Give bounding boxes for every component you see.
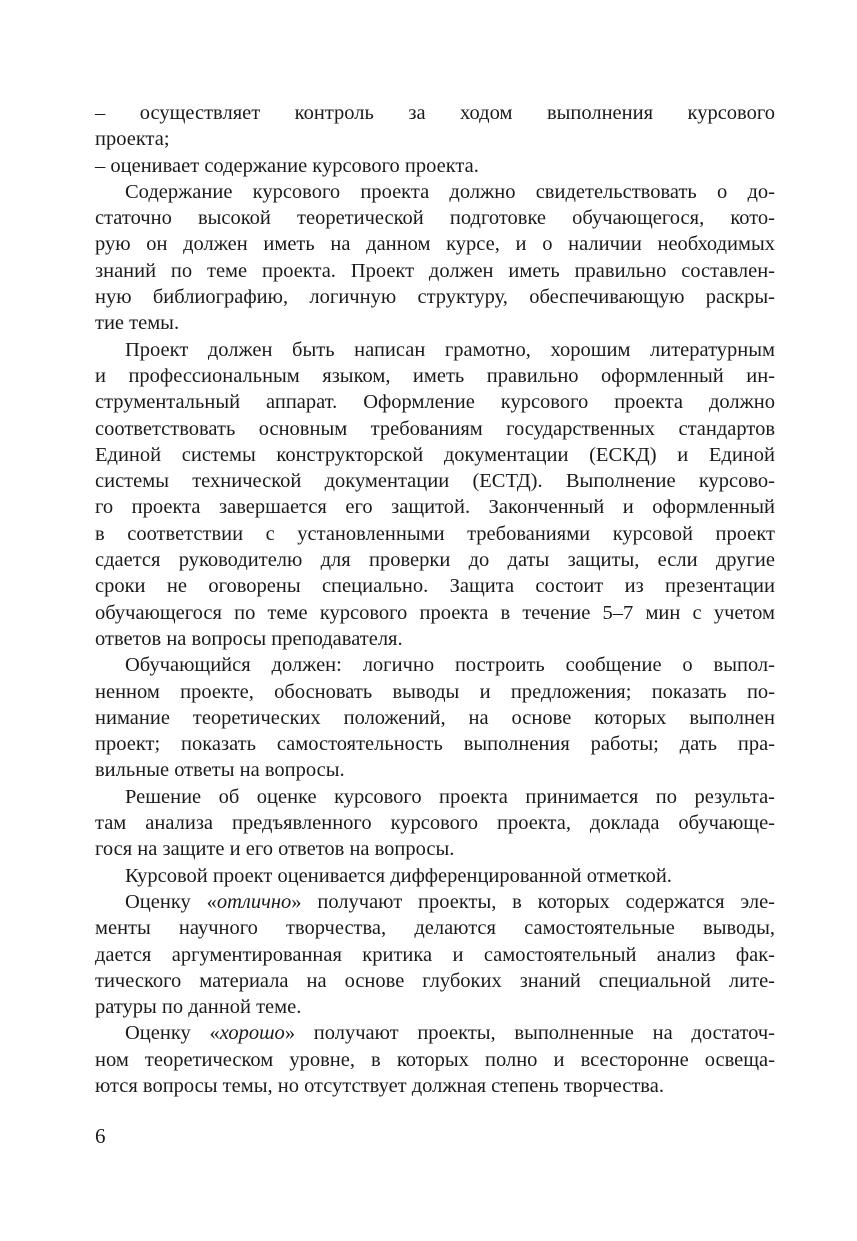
text-line: соответствовать основным требованиям государственных стандартов [95,417,775,440]
paragraph [95,784,775,863]
text-line: обучающегося по теме курсового проекта в течение 5–7 мин с учетом [95,601,775,624]
text-line: системы технической документации (ЕСТД). Выполнение курсово- [95,470,775,493]
text-line: знаний по теме проекта. Проект должен иметь правильно составлен- [95,259,775,282]
text-line: Оценку «хорошо» получают проекты, выполненные на достаточ- [125,1022,775,1045]
text-line: Проект должен быть написан грамотно, хорошим литературным [125,338,775,361]
text-line: – осуществляет контроль за ходом выполнения курсового [95,102,775,124]
text-line: статочно высокой теоретической подготовке обучающегося, кото- [95,207,775,230]
text-line: Единой системы конструкторской документации (ЕСКД) и Единой [95,443,775,466]
text-line: ются вопросы темы, но отсутствует должная степень творчества. [95,1074,664,1097]
text-line: гося на защите и его ответов на вопросы. [95,838,455,861]
text-line: струментальный аппарат. Оформление курсового проекта должно [95,391,775,414]
text-line: менты научного творчества, делаются самостоятельные выводы, [95,917,775,940]
text-line: вильные ответы на вопросы. [95,759,345,782]
text-line: сроки не оговорены специально. Защита состоит из презентации [95,575,775,598]
text-line: ратуры по данной теме. [95,996,302,1019]
text-line: дается аргументированная критика и самостоятельный анализ фак- [95,943,775,966]
text-line: Решение об оценке курсового проекта принимается по результа- [125,785,775,808]
paragraph [95,337,775,653]
text-line: го проекта завершается его защитой. Законченный и оформленный [95,496,775,519]
text-line: – оценивает содержание курсового проекта. [95,154,479,177]
text-line: в соответствии с установленными требованиями курсовой проект [95,522,775,545]
text-line: тие темы. [95,312,180,335]
text-line: и профессиональным языком, иметь правильно оформленный ин- [95,364,775,387]
paragraph [95,179,775,337]
text-line: рую он должен иметь на данном курсе, и о наличии необходимых [95,233,775,256]
text-line: Оценку «отлично» получают проекты, в которых содержатся эле- [125,890,775,913]
text-line: Курсовой проект оценивается дифференцированной отметкой. [125,864,672,887]
text-line: Обучающийся должен: логично построить сообщение о выпол- [125,654,775,677]
page-number: 6 [95,1124,106,1148]
text-line: нимание теоретических положений, на основе которых выполнен [95,706,775,729]
text-line: Содержание курсового проекта должно свидетельствовать о до- [125,180,775,203]
paragraph [95,889,775,1020]
text-line: ную библиографию, логичную структуру, обеспечивающую раскры- [95,286,775,309]
paragraph [95,100,775,153]
text-line: ответов на вопросы преподавателя. [95,627,403,650]
text-line: проекта; [95,128,170,151]
text-line: там анализа предъявленного курсового проекта, доклада обучающе- [95,812,775,835]
emphasized-grade: хорошо [219,1022,285,1045]
paragraph [95,652,775,783]
paragraph [95,153,775,179]
emphasized-grade: отлично [216,890,292,913]
text-line: проект; показать самостоятельность выполнения работы; дать пра- [95,733,775,756]
page-body [95,100,775,1099]
text-line: тического материала на основе глубоких знаний специальной лите- [95,969,775,992]
paragraph [95,863,775,889]
paragraph [95,1020,775,1099]
text-line: ном теоретическом уровне, в которых полно и всесторонне освеща- [95,1048,775,1071]
text-line: сдается руководителю для проверки до даты защиты, если другие [95,549,775,572]
text-line: ненном проекте, обосновать выводы и предложения; показать по- [95,680,775,703]
